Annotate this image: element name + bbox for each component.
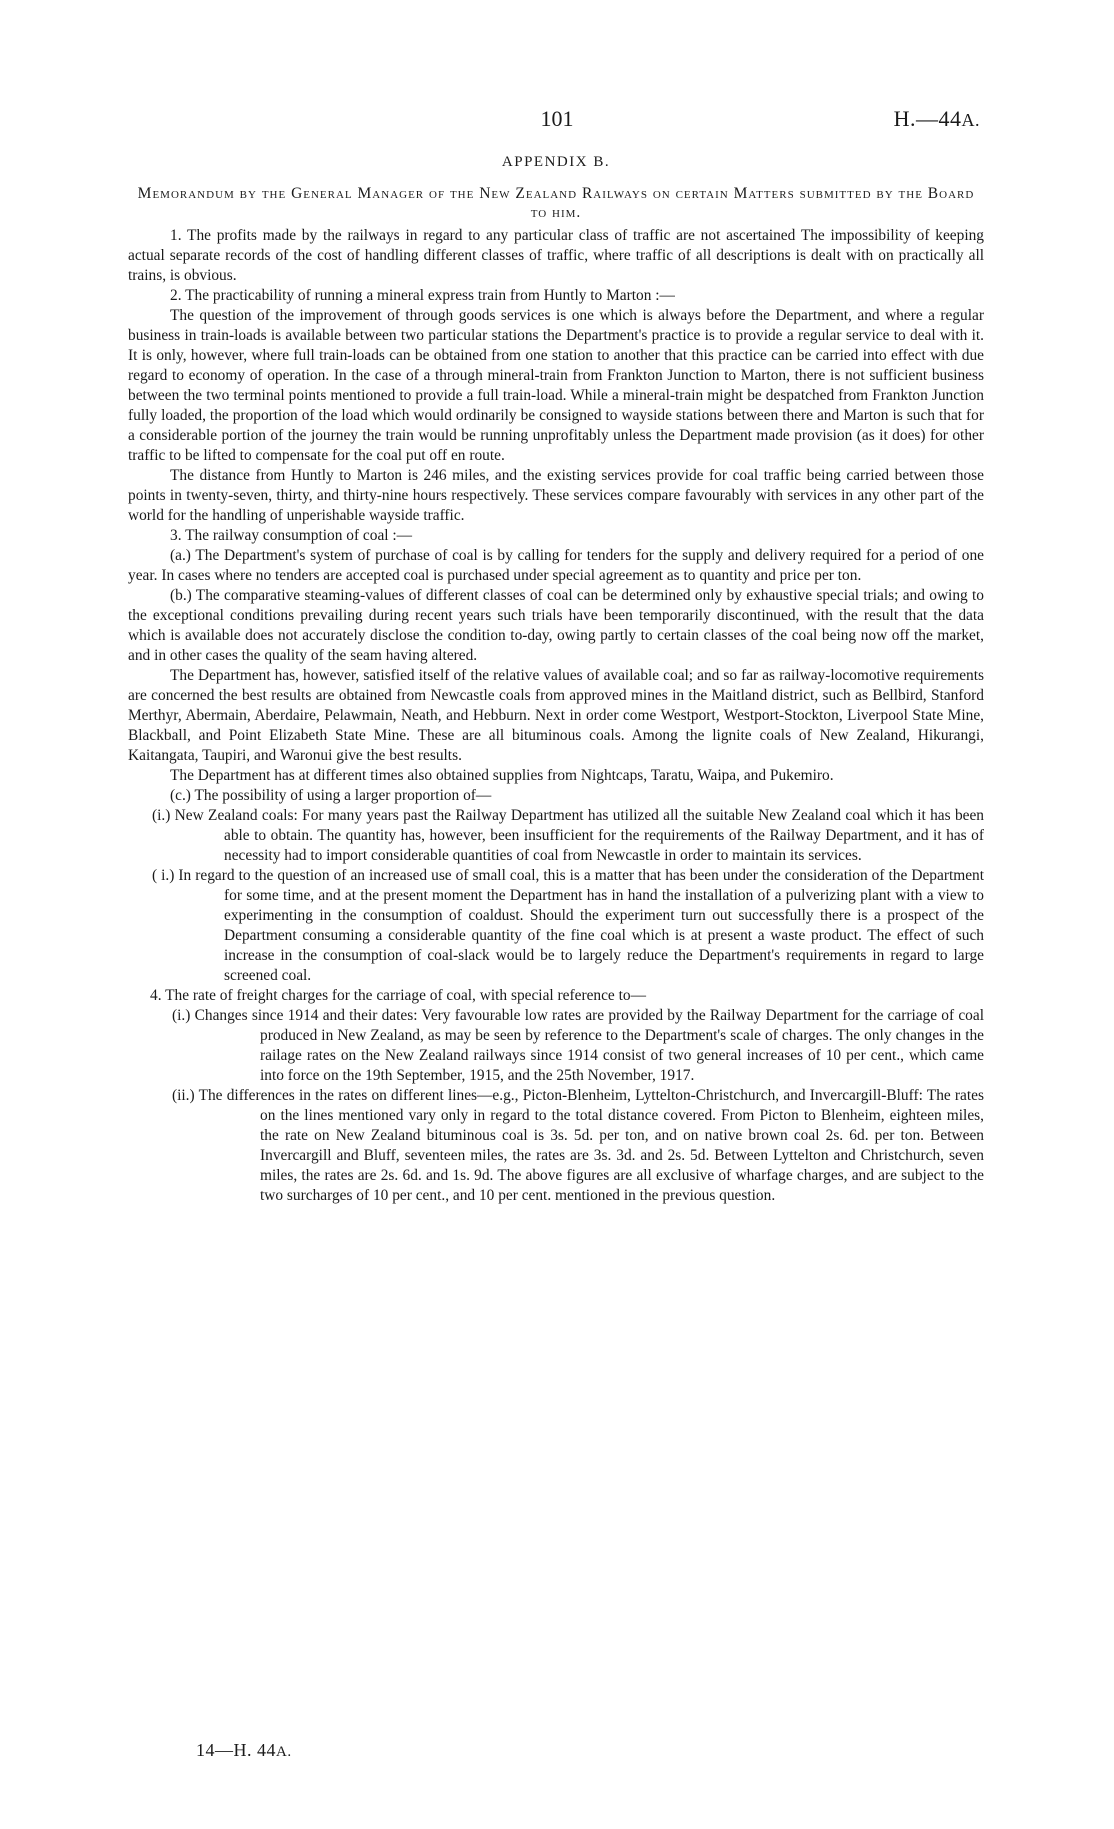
paragraph-3c-heading: (c.) The possibility of using a larger proportion of— (170, 787, 492, 804)
item-3c-i-nz-coals: (i.) New Zealand coals: For many years past the Railway Department has utilized all the suitable New Zealand coal which it has been able to obtain. The quantity has, however, been insufficient for the requirements of the Railway Department, and it has of necessity had to import considerable quantities of coal from Newcastle in order to maintain its services. (152, 807, 984, 864)
document-body (128, 152, 984, 1206)
paragraph-other-supplies: The Department has at different times also obtained supplies from Nightcaps, Taratu, Waipa, and Pukemiro. (170, 767, 834, 784)
page-number: 101 (540, 106, 574, 131)
item-4-ii-differences: (ii.) The differences in the rates on different lines—e.g., Picton-Blenheim, Lyttelton-Christchurch, and Invercargill-Bluff: The rates on the lines mentioned vary only in regard to the total distance covered. From Picton to Blenheim, eighteen miles, the rate on New Zealand bituminous coal is 3s. 5d. per ton, and on native brown coal 2s. 6d. per ton. Between Invercargill and Bluff, seventeen miles, the rates are 3s. 3d. and 2s. 5d. Between Lyttelton and Christchurch, seven miles, the rates are 2s. 6d. and 1s. 9d. The above figures are all exclusive of wharfage charges, and are subject to the two surcharges of 10 per cent., and 10 per cent. mentioned in the previous question. (172, 1087, 984, 1204)
signature-main: 14—H. 44 (196, 1740, 276, 1760)
item-3c-ii-small-coal: ( i.) In regard to the question of an increased use of small coal, this is a matter that has been under the consideration of the Department for some time, and at the present moment the Department has in hand the installation of a pulverizing plant with a view to experimenting in the consumption of coaldust. Should the experiment turn out successfully there is a prospect of the Department consuming a considerable quantity of the fine coal which is at present a waste product. The effect of such increase in the consumption of coal-slack would be to largely reduce the Department's requirements in regard to large screened coal. (152, 867, 984, 984)
paragraph-through-goods: The question of the improvement of through goods services is one which is always before the Department, and where a regular business in train-loads is available between two particular stations the Department's practice is to provide a regular service to deal with it. It is only, however, where full train-loads can be obtained from one station to another that this practice can be carried into effect with due regard to economy of operation. In the case of a through mineral-train from Frankton Junction to Marton, there is not sufficient business between the two terminal points mentioned to provide a full train-load. While a mineral-train might be despatched from Frankton Junction fully loaded, the proportion of the load which would ordinarily be consigned to wayside stations between there and Marton is such that for a considerable portion of the journey the train would be running unprofitably unless the Department made provision (as it does) for other traffic to be lifted to compensate for the coal put off en route. (128, 307, 984, 464)
paragraph-4-heading: 4. The rate of freight charges for the carriage of coal, with special reference to— (150, 987, 646, 1004)
paragraph-1-profits: 1. The profits made by the railways in regard to any particular class of traffic are not ascertained The impossibility of keeping actual separate records of the cost of handling different classes of traffic, where traffic of all descriptions is dealt with on practically all trains, is obvious. (128, 227, 984, 284)
memo-title: Memorandum by the General Manager of the New Zealand Railways on certain Matters submitted by the Board to him. (137, 185, 975, 221)
paragraph-3-heading: 3. The railway consumption of coal :— (170, 527, 413, 544)
item-4-i-changes: (i.) Changes since 1914 and their dates: Very favourable low rates are provided by the Railway Department for the carriage of coal produced in New Zealand, as may be seen by reference to the Department's scale of charges. The only changes in the railage rates on the New Zealand railways since 1914 consist of two general increases of 10 per cent., which came into force on the 19th September, 1915, and the 25th November, 1917. (172, 1007, 984, 1084)
paragraph-3b-steaming-values: (b.) The comparative steaming-values of different classes of coal can be determined only by exhaustive special trials; and owing to the exceptional conditions prevailing during recent years such trials have been temporarily discontinued, with the result that the data which is available does not accurately disclose the condition to-day, owing partly to certain classes of the coal being now off the market, and in other cases the quality of the seam having altered. (128, 587, 984, 664)
paragraph-2-heading: 2. The practicability of running a mineral express train from Huntly to Marton :— (170, 287, 675, 304)
reference-main: H.—44 (893, 106, 962, 131)
signature-mark (196, 1740, 292, 1761)
paragraph-3a-purchase: (a.) The Department's system of purchase of coal is by calling for tenders for the supply and delivery required for a period of one year. In cases where no tenders are accepted coal is purchased under special agreement as to quantity and price per ton. (128, 547, 984, 584)
document-reference (894, 106, 980, 132)
paragraph-distance: The distance from Huntly to Marton is 246 miles, and the existing services provide for coal traffic being carried between those points in twenty-seven, thirty, and thirty-nine hours respectively. These services compare favourably with services in any other part of the world for the handling of unperishable wayside traffic. (128, 467, 984, 524)
paragraph-relative-values: The Department has, however, satisfied itself of the relative values of available coal; and so far as railway-locomotive requirements are concerned the best results are obtained from Newcastle coals from approved mines in the Maitland district, such as Bellbird, Stanford Merthyr, Abermain, Aberdaire, Pelawmain, Neath, and Hebburn. Next in order come Westport, Westport-Stockton, Liverpool State Mine, Blackball, and Point Elizabeth State Mine. These are all bituminous coals. Among the lignite coals of New Zealand, Hikurangi, Kaitangata, Taupiri, and Waronui give the best results. (128, 667, 984, 764)
signature-suffix: A. (276, 1744, 292, 1760)
reference-suffix: A. (961, 110, 980, 130)
appendix-title: APPENDIX B. (501, 154, 611, 170)
